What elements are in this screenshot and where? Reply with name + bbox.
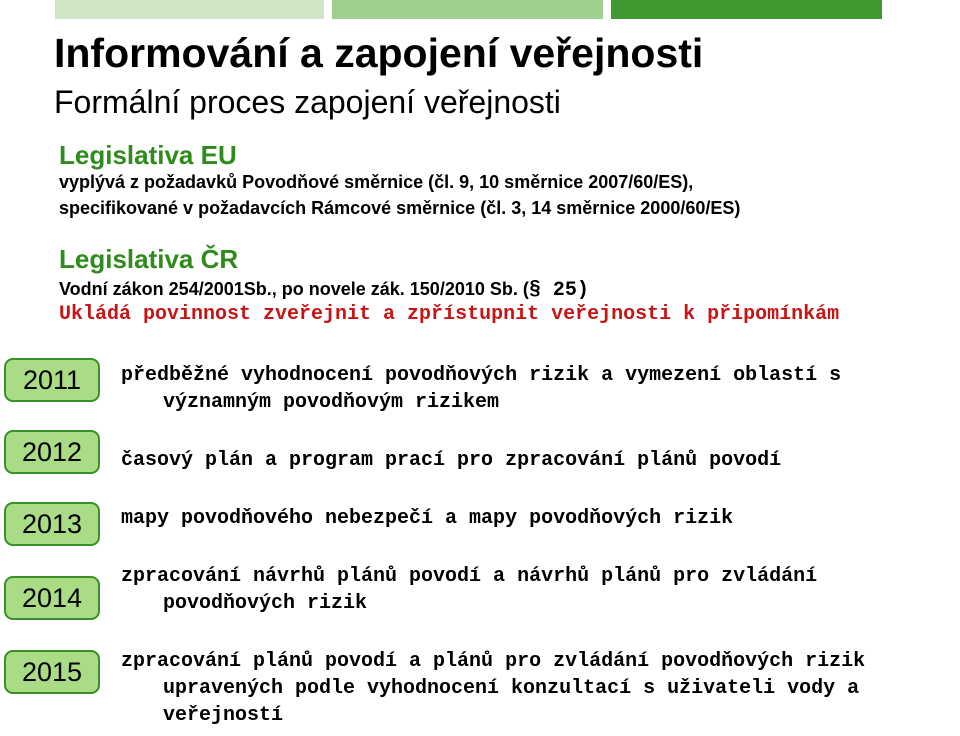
year-badge-2014: 2014 bbox=[4, 576, 100, 620]
public-disclosure-duty: Ukládá povinnost zveřejnit a zpřístupnit veřejnosti k připomínkám bbox=[59, 303, 840, 326]
top-decoration-bar-light bbox=[55, 0, 324, 19]
slide-title: Informování a zapojení veřejnosti bbox=[54, 30, 704, 76]
eu-legislation-line-2: specifikované v požadavcích Rámcové směrnice (čl. 3, 14 směrnice 2000/60/ES) bbox=[59, 198, 741, 218]
timeline-item-2013: mapy povodňového nebezpečí a mapy povodňových rizik bbox=[121, 507, 734, 530]
top-decoration-bar-dark bbox=[611, 0, 882, 19]
year-badge-2012: 2012 bbox=[4, 430, 100, 474]
year-badge-2013: 2013 bbox=[4, 502, 100, 546]
timeline-item-2014: zpracování návrhů plánů povodí a návrhů plánů pro zvládání povodňových rizik bbox=[121, 565, 818, 615]
cr-water-act-line bbox=[59, 279, 589, 302]
eu-legislation-heading: Legislativa EU bbox=[59, 140, 237, 170]
timeline-item-2012: časový plán a program prací pro zpracování plánů povodí bbox=[121, 449, 782, 472]
timeline-item-2011: předběžné vyhodnocení povodňových rizik a vymezení oblastí s významným povodňovým rizikem bbox=[121, 364, 842, 414]
eu-legislation-line-1: vyplývá z požadavků Povodňové směrnice (čl. 9, 10 směrnice 2007/60/ES), bbox=[59, 172, 694, 192]
slide-subtitle: Formální proces zapojení veřejnosti bbox=[54, 84, 561, 120]
water-act-reference: Vodní zákon 254/2001Sb., po novele zák. 150/2010 Sb. ( bbox=[59, 279, 529, 299]
year-badge-2011: 2011 bbox=[4, 358, 100, 402]
paragraph-reference: § 25) bbox=[528, 279, 589, 302]
cr-legislation-heading: Legislativa ČR bbox=[59, 244, 239, 274]
year-badge-2015: 2015 bbox=[4, 650, 100, 694]
top-decoration-bar-medium bbox=[332, 0, 603, 19]
timeline-item-2015: zpracování plánů povodí a plánů pro zvládání povodňových rizik upravených podle vyhodnocení konzultací s uživateli vody a veřejností bbox=[121, 650, 866, 727]
